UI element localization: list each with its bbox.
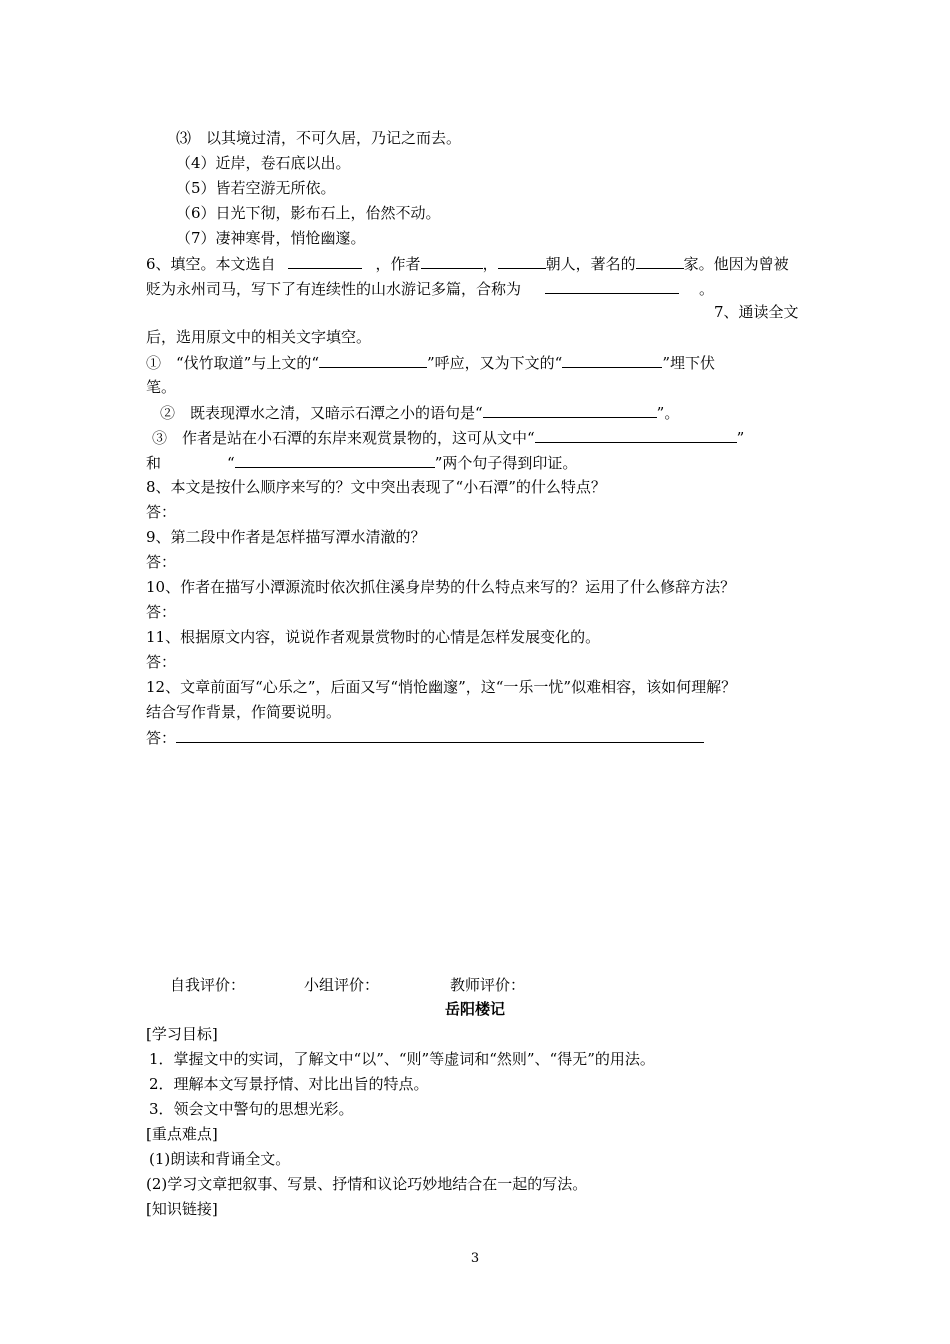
- key-header: [重点难点]: [146, 1125, 218, 1143]
- blank-q7-1[interactable]: [319, 352, 427, 368]
- q7-s3-e: ”两个句子得到印证。: [434, 454, 578, 472]
- question-12-line1: 12、文章前面写“心乐之”，后面又写“悄怆幽邃”，这“一乐一忧”似难相容，该如何理解？: [146, 678, 737, 696]
- q7-s3-b: ”: [736, 429, 745, 447]
- question-11: 11、根据原文内容，说说作者观景赏物时的心情是怎样发展变化的。: [146, 628, 601, 646]
- q6-end: 。: [699, 280, 715, 298]
- blank-author[interactable]: [421, 253, 483, 269]
- goals-header: [学习目标]: [146, 1025, 218, 1043]
- answer-10[interactable]: 答：: [146, 603, 177, 621]
- q7-s3-a: ③ 作者是站在小石潭的东岸来观赏景物的，这可从文中“: [152, 429, 535, 447]
- q7-s2-b: ”。: [656, 404, 680, 422]
- link-header: [知识链接]: [146, 1200, 218, 1218]
- goal-3: 3．领会文中警句的思想光彩。: [149, 1100, 354, 1118]
- item-3: ⑶ 以其境过清，不可久居，乃记之而去。: [176, 129, 462, 147]
- item-6: （6）日光下彻，影布石上，佁然不动。: [176, 204, 441, 222]
- blank-q7-3[interactable]: [483, 402, 657, 418]
- q6-dynasty-label: 朝人，著名的: [545, 255, 636, 273]
- blank-q7-2[interactable]: [562, 352, 662, 368]
- item-5: （5）皆若空游无所依。: [176, 179, 336, 197]
- q7-line2: 后，选用原文中的相关文字填空。: [146, 328, 372, 346]
- question-6-line1: [146, 253, 789, 274]
- section-title: 岳阳楼记: [444, 1000, 505, 1018]
- answer-12-line[interactable]: [176, 727, 704, 743]
- answer-9[interactable]: 答：: [146, 553, 177, 571]
- question-12-line2: 结合写作背景，作简要说明。: [146, 703, 342, 721]
- q7-sub1: [146, 352, 715, 373]
- q7-s1-c: ”埋下伏: [662, 354, 716, 372]
- q7-s2-a: ② 既表现潭水之清，又暗示石潭之小的语句是“: [160, 404, 483, 422]
- question-9: 9、第二段中作者是怎样描写潭水清澈的？: [146, 528, 426, 546]
- teacher-evaluation: 教师评价：: [450, 976, 526, 994]
- question-6-line2: [146, 278, 714, 299]
- q7-sub3-cont: [146, 452, 577, 473]
- blank-series[interactable]: [545, 278, 679, 294]
- answer-8[interactable]: 答：: [146, 503, 177, 521]
- question-10: 10、作者在描写小潭源流时依次抓住溪身岸势的什么特点来写的？运用了什么修辞方法？: [146, 578, 736, 596]
- q7-s3-c: 和: [146, 454, 162, 472]
- q6-comma: ，: [482, 255, 498, 273]
- q7-sub1-cont: 笔。: [146, 378, 177, 396]
- q6-tail: 家。他因为曾被: [683, 255, 789, 273]
- page-number: 3: [470, 1251, 480, 1266]
- goal-1: 1．掌握文中的实词，了解文中“以”、“则”等虚词和“然则”、“得无”的用法。: [149, 1050, 655, 1068]
- q6-lead: 6、填空。本文选自: [146, 255, 276, 273]
- blank-source[interactable]: [288, 253, 362, 269]
- q6-line2-text: 贬为永州司马，写下了有连续性的山水游记多篇，合称为: [146, 280, 522, 298]
- item-7: （7）凄神寒骨，悄怆幽邃。: [176, 229, 366, 247]
- group-evaluation: 小组评价：: [304, 976, 380, 994]
- q7-s3-d: “: [227, 454, 235, 472]
- blank-q7-5[interactable]: [235, 452, 435, 468]
- answer-12-label: 答：: [146, 729, 177, 747]
- q7-sub3: [152, 427, 744, 448]
- q6-author-label: ，作者: [375, 255, 421, 273]
- blank-school[interactable]: [636, 253, 684, 269]
- goal-2: 2．理解本文写景抒情、对比出旨的特点。: [149, 1075, 429, 1093]
- question-8: 8、本文是按什么顺序来写的？文中突出表现了“小石潭”的什么特点？: [146, 478, 606, 496]
- self-evaluation: 自我评价：: [170, 976, 246, 994]
- key-point-2: (2)学习文章把叙事、写景、抒情和议论巧妙地结合在一起的写法。: [146, 1175, 588, 1193]
- blank-dynasty[interactable]: [498, 253, 546, 269]
- q7-s1-b: ”呼应，又为下文的“: [427, 354, 563, 372]
- answer-12: [146, 727, 704, 748]
- key-point-1: (1)朗读和背诵全文。: [149, 1150, 291, 1168]
- q7-s1-a: ① “伐竹取道”与上文的“: [146, 354, 320, 372]
- answer-11[interactable]: 答：: [146, 653, 177, 671]
- blank-q7-4[interactable]: [535, 427, 737, 443]
- item-4: （4）近岸，卷石底以出。: [176, 154, 351, 172]
- q7-sub2: [160, 402, 679, 423]
- q7-lead: 7、通读全文: [714, 303, 799, 321]
